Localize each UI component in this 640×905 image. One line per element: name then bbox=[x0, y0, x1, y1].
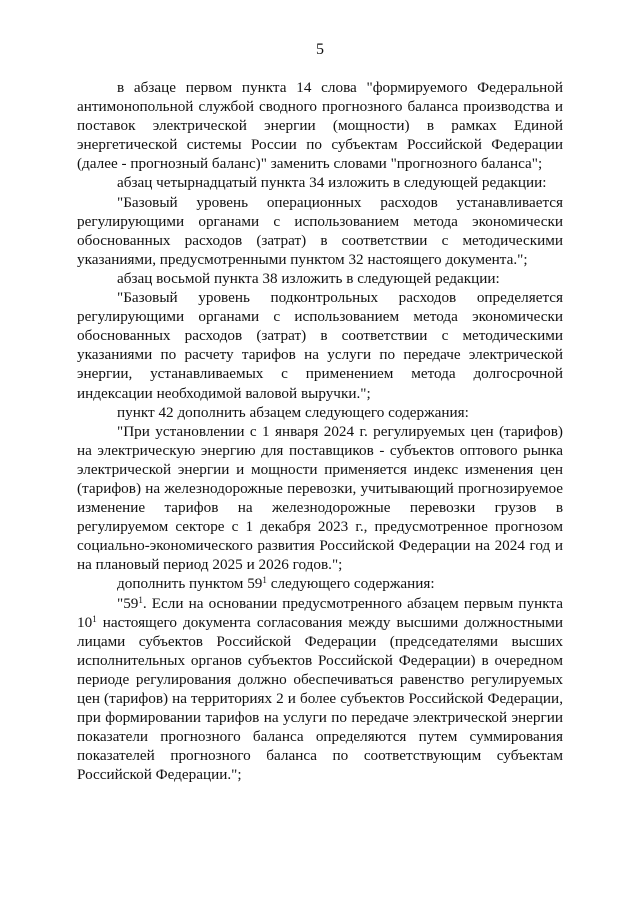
superscript: 1 bbox=[92, 613, 97, 624]
superscript: 1 bbox=[138, 594, 143, 605]
paragraph-9-text-b: . Если на основании предусмотренного абзацем первым пункта 10 bbox=[77, 594, 563, 631]
document-body bbox=[77, 78, 563, 784]
paragraph-8-text-b: следующего содержания: bbox=[266, 575, 435, 593]
superscript: 1 bbox=[262, 575, 267, 586]
paragraph-9 bbox=[77, 594, 563, 785]
paragraph-8-text-a: дополнить пунктом 59 bbox=[117, 575, 263, 593]
paragraph-1: в абзаце первом пункта 14 слова "формируемого Федеральной антимонопольной службой сводного прогнозного баланса производства и поставок электрической энергии (мощности) в рамках Единой энергетической системы России по субъектам Российской Федерации (далее - прогнозный баланс)" заменить словами "прогнозного баланса"; bbox=[77, 79, 563, 173]
paragraph-2: абзац четырнадцатый пункта 34 изложить в следующей редакции: bbox=[117, 174, 547, 192]
paragraph-4: абзац восьмой пункта 38 изложить в следующей редакции: bbox=[117, 269, 500, 287]
paragraph-9-text-c: настоящего документа согласования между высшими должностными лицами субъектов Российской Федерации (председателями высших исполнительных органов субъектов Российской Федерации) в очередном периоде регулирования должно обеспечиваться равенство регулируемых цен (тарифов) на территориях 2 и более субъектов Российской Федерации, при формировании тарифов на услуги по передаче электрической энергии показатели прогнозного баланса определяются путем суммирования показателей прогнозного баланса по соответствующим субъектам Российской Федерации."; bbox=[77, 613, 563, 784]
paragraph-9-text-a: "59 bbox=[117, 594, 139, 612]
page-number: 5 bbox=[316, 41, 324, 58]
paragraph-6: пункт 42 дополнить абзацем следующего содержания: bbox=[117, 403, 469, 421]
paragraph-8 bbox=[77, 574, 563, 593]
paragraph-5: "Базовый уровень подконтрольных расходов определяется регулирующими органами с использованием метода экономически обоснованных расходов (затрат) в соответствии с методическими указаниями по расчету тарифов на услуги по передаче электрической энергии, устанавливаемых с применением метода долгосрочной индексации необходимой валовой выручки."; bbox=[77, 289, 563, 402]
paragraph-3: "Базовый уровень операционных расходов устанавливается регулирующими органами с использованием метода экономически обоснованных расходов (затрат) в соответствии с методическими указаниями, предусмотренными пунктом 32 настоящего документа."; bbox=[77, 193, 563, 268]
paragraph-7: "При установлении с 1 января 2024 г. регулируемых цен (тарифов) на электрическую энергию для поставщиков - субъектов оптового рынка электрической энергии и мощности применяется индекс изменения цен (тарифов) на железнодорожные перевозки, учитывающий прогнозируемое изменение тарифов на железнодорожные перевозки грузов в регулируемом секторе с 1 декабря 2023 г., предусмотренное прогнозом социально-экономического развития Российской Федерации на 2024 год и на плановый период 2025 и 2026 годов."; bbox=[77, 422, 563, 574]
